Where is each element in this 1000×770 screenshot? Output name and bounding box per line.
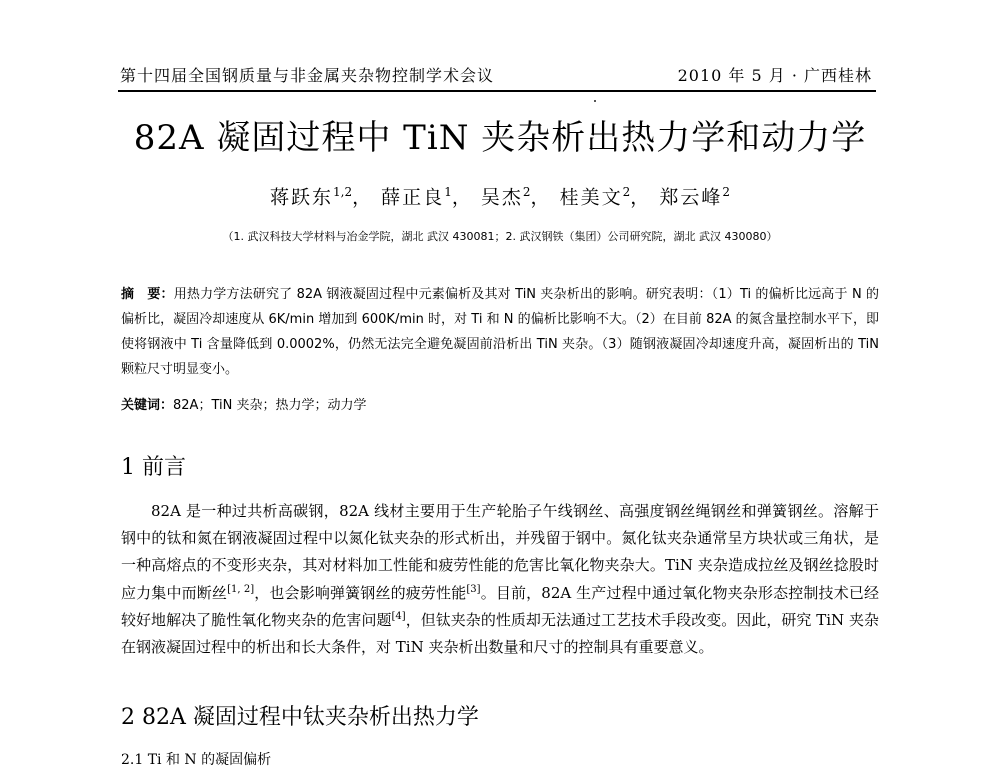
abstract (121, 282, 879, 382)
author-affiliation-mark: 2 (622, 185, 631, 199)
keywords (121, 394, 879, 418)
author-affiliation-mark: 2 (722, 185, 730, 199)
citation: [4] (391, 610, 406, 622)
author-affiliation-mark: 1,2 (333, 185, 353, 199)
section-heading-introduction: 1 前言 (121, 455, 186, 480)
paper-title: 82A 凝固过程中 TiN 夹杂析出热力学和动力学 (133, 118, 867, 158)
scan-dot (594, 100, 596, 102)
author-affiliation-mark: 1 (444, 185, 452, 199)
running-header (118, 62, 876, 92)
abstract-label: 摘 要： (121, 287, 174, 302)
conference-name: 第十四届全国钢质量与非金属夹杂物控制学术会议 (120, 66, 495, 85)
citation: [1, 2] (227, 583, 255, 595)
author-name: 蒋跃东 (270, 186, 334, 209)
subsection-heading: 2.1 Ti 和 N 的凝固偏析 (121, 752, 272, 768)
author-list: 蒋跃东$^{1,2}$， 薛正良$^1$， 吴杰$^2$， 桂美文$^2$， 郑云峰$^2$ (270, 185, 730, 209)
section-heading-thermodynamics: 2 82A 凝固过程中钛夹杂析出热力学 (121, 705, 479, 730)
keywords-label: 关键词： (121, 398, 174, 413)
author-name: 吴杰 (480, 186, 523, 209)
conference-date-location: 2010 年 5 月 · 广西桂林 (677, 66, 872, 85)
author-name: 郑云峰 (659, 186, 723, 209)
author-name: 桂美文 (559, 186, 623, 209)
abstract-text: 用热力学方法研究了 82A 钢液凝固过程中元素偏析及其对 TiN 夹杂析出的影响。研究表明：（1）Ti 的偏析比远高于 N 的偏析比，凝固冷却速度从 6K/min 增加到 600K/min 时，对 Ti 和 N 的偏析比影响不大。（2）在目前 82A 的氮含量控制水平下，即使将钢液中 Ti 含量降低到 0.0002%，仍然无法完全避免凝固前沿析出 TiN 夹杂。（3）随钢液凝固冷却速度升高，凝固析出的 TiN 颗粒尺寸明显变小。 (121, 287, 879, 377)
citation: [3] (466, 583, 481, 595)
author-name: 薛正良 (381, 186, 445, 209)
introduction-paragraph: 82A 是一种过共析高碳钢，82A 线材主要用于生产轮胎子午线钢丝、高强度钢丝绳钢丝和弹簧钢丝。溶解于钢中的钛和氮在钢液凝固过程中以氮化钛夹杂的形式析出，并残留于钢中。氮化钛夹杂通常呈方块状或三角状，是一种高熔点的不变形夹杂，其对材料加工性能和疲劳性能的危害比氧化物夹杂大。TiN 夹杂造成拉丝及钢丝捻股时应力集中而断丝[1, 2]，也会影响弹簧钢丝的疲劳性能[3]。目前，82A 生产过程中通过氧化物夹杂形态控制技术已经较好地解决了脆性氧化物夹杂的危害问题[4]，但钛夹杂的性质却无法通过工艺技术手段改变。因此，研究 TiN 夹杂在钢液凝固过程中的析出和长大条件，对 TiN 夹杂析出数量和尺寸的控制具有重要意义。 (121, 502, 879, 657)
author-affiliation-mark: 2 (522, 185, 531, 199)
affiliations: （1. 武汉科技大学材料与冶金学院，湖北 武汉 430081；2. 武汉钢铁（集团）公司研究院，湖北 武汉 430080） (222, 230, 778, 243)
keywords-text: 82A；TiN 夹杂；热力学；动力学 (173, 398, 367, 413)
